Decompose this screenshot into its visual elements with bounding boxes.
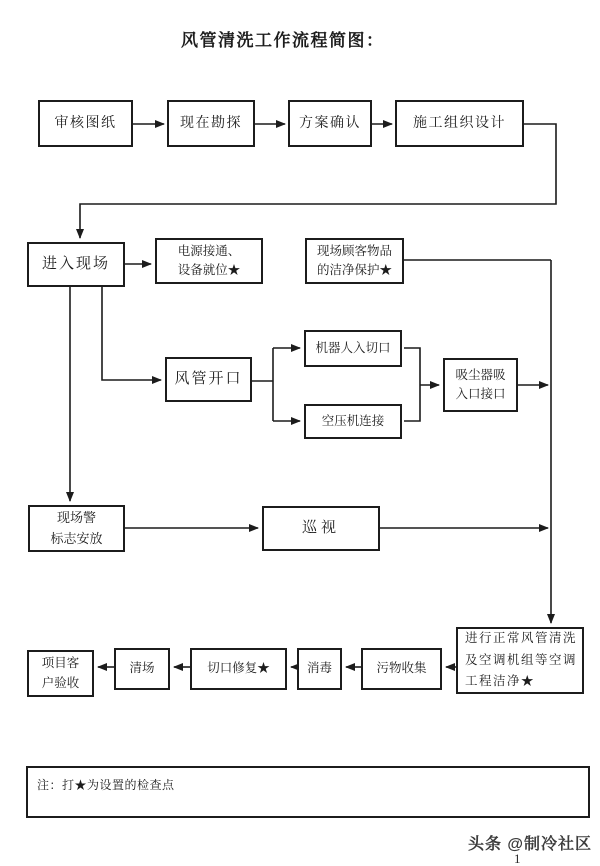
flow-node-vacuum — [443, 358, 518, 412]
flow-node-patrol: 巡视 — [262, 506, 380, 551]
note-text: 注：打★为设置的检查点 — [37, 778, 175, 792]
page-number: 1 — [514, 851, 521, 866]
flow-node-repair: 切口修复★ — [190, 648, 287, 690]
flow-node-power-line1: 电源接通、 — [177, 243, 241, 258]
flow-node-survey: 现在勘探 — [167, 100, 255, 147]
flow-node-enter-site: 进入现场 — [27, 242, 125, 287]
flow-node-acceptance-line1: 项目客 — [41, 656, 80, 671]
flow-node-robot-entry: 机器人入切口 — [304, 330, 402, 367]
flow-node-review: 审核图纸 — [38, 100, 133, 147]
flow-node-acceptance-line2: 户验收 — [41, 675, 80, 690]
flow-node-main-cleaning-line1: 进行正常风管清洗 — [465, 630, 578, 645]
note-box — [26, 766, 590, 818]
flow-node-vacuum-line1: 吸尘器吸 — [455, 367, 506, 382]
flow-node-warning-line2: 标志安放 — [50, 530, 103, 546]
watermark: 头条 @制冷社区 — [467, 836, 592, 853]
flow-node-clear-site: 清场 — [114, 648, 170, 690]
flow-node-confirm: 方案确认 — [288, 100, 372, 147]
flow-node-main-cleaning-line3: 工程洁净★ — [465, 674, 536, 689]
flow-node-duct-opening: 风管开口 — [165, 357, 252, 402]
flow-node-org-design: 施工组织设计 — [395, 100, 524, 147]
flow-node-power — [155, 238, 263, 284]
flow-node-protect — [305, 238, 404, 284]
flow-node-compressor: 空压机连接 — [304, 404, 402, 439]
flow-node-protect-line1: 现场顾客物品 — [316, 243, 392, 258]
flow-node-warning-line1: 现场警 — [56, 510, 96, 526]
page-title: 风管清洗工作流程简图： — [181, 31, 385, 50]
flow-node-warning-sign — [28, 505, 125, 552]
flow-node-disinfect: 消毒 — [297, 648, 342, 690]
flow-node-waste-collect: 污物收集 — [361, 648, 442, 690]
flow-node-main-cleaning-line2: 及空调机组等空调 — [465, 652, 578, 667]
flow-node-protect-line2: 的洁净保护★ — [316, 263, 392, 277]
flow-node-power-line2: 设备就位★ — [177, 263, 241, 277]
flow-node-acceptance — [27, 650, 94, 697]
flow-node-vacuum-line2: 入口接口 — [455, 387, 506, 401]
flow-node-main-cleaning — [456, 627, 584, 694]
